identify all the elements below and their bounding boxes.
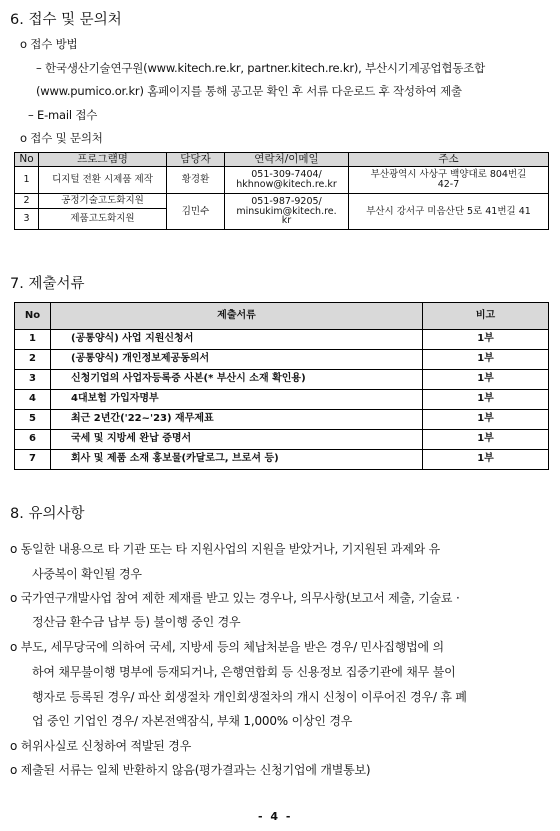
doc-note: 1부 <box>423 390 549 410</box>
shared-address: 부산시 강서구 미음산단 5로 41번길 41 <box>349 194 549 230</box>
doc-note: 1부 <box>423 370 549 390</box>
doc-note: 1부 <box>423 450 549 470</box>
notice-1-line-2: 사중복이 확인될 경우 <box>32 567 142 581</box>
notice-1-line-1: o 동일한 내용으로 타 기관 또는 타 지원사업의 지원을 받았거나, 기지원된 과제와 유 <box>10 542 441 556</box>
shared-manager: 김민수 <box>167 194 225 230</box>
notice-3-line-3: 행자로 등록된 경우/ 파산 회생절차 개인회생절차의 개시 신청이 이루어진 경우/ 휴 폐 <box>32 690 467 704</box>
doc-note: 1부 <box>423 410 549 430</box>
doc-name: 신청기업의 사업자등록증 사본(* 부산시 소재 확인용) <box>51 370 423 390</box>
doc-no: 1 <box>15 330 51 350</box>
phone: 051-987-9205/ <box>251 195 322 207</box>
table-row <box>15 330 549 350</box>
doc-no: 6 <box>15 430 51 450</box>
row-program: 디지털 전환 시제품 제작 <box>39 167 167 194</box>
phone: 051-309-7404/ <box>251 169 322 181</box>
method-title: o 접수 방법 <box>20 37 78 51</box>
col-document: 제출서류 <box>51 303 423 330</box>
email-address: hkhnow@kitech.re.kr <box>236 179 337 190</box>
documents-table <box>14 302 549 470</box>
table-row <box>15 167 549 194</box>
col-no: No <box>15 153 39 167</box>
notice-3-line-2: 하여 채무불이행 명부에 등재되거나, 은행연합회 등 신용정보 집중기관에 채무 불이 <box>32 665 456 679</box>
section-6-heading: 6. 접수 및 문의처 <box>10 12 122 28</box>
doc-name: 4대보험 가입자명부 <box>51 390 423 410</box>
page-number: - 4 - <box>258 810 293 823</box>
col-manager: 담당자 <box>167 153 225 167</box>
doc-no: 5 <box>15 410 51 430</box>
table-row <box>15 194 549 209</box>
doc-note: 1부 <box>423 330 549 350</box>
email-submission: – E-mail 접수 <box>28 108 98 122</box>
doc-no: 2 <box>15 350 51 370</box>
row-address <box>349 167 549 194</box>
section-7-heading: 7. 제출서류 <box>10 276 85 292</box>
row-contact <box>225 167 349 194</box>
doc-no: 7 <box>15 450 51 470</box>
address-line-1: 부산광역시 사상구 백양대로 804번길 <box>370 169 527 181</box>
doc-name: (공통양식) 개인정보제공동의서 <box>51 350 423 370</box>
contact-title: o 접수 및 문의처 <box>20 131 103 145</box>
email-address: minsukim@kitech.re. <box>236 205 337 217</box>
doc-no: 3 <box>15 370 51 390</box>
table-row <box>15 450 549 470</box>
doc-name: (공통양식) 사업 지원신청서 <box>51 330 423 350</box>
doc-note: 1부 <box>423 430 549 450</box>
table-row <box>15 350 549 370</box>
row-manager: 황경환 <box>167 167 225 194</box>
row-no: 3 <box>15 209 39 230</box>
col-contact: 연락처/이메일 <box>225 153 349 167</box>
section-8-heading: 8. 유의사항 <box>10 506 85 522</box>
row-no: 2 <box>15 194 39 209</box>
col-program: 프로그램명 <box>39 153 167 167</box>
doc-no: 4 <box>15 390 51 410</box>
col-address: 주소 <box>349 153 549 167</box>
doc-name: 회사 및 제품 소재 홍보물(카달로그, 브로셔 등) <box>51 450 423 470</box>
notice-2-line-2: 정산금 환수금 납부 등) 불이행 중인 경우 <box>32 615 241 629</box>
col-no: No <box>15 303 51 330</box>
doc-note: 1부 <box>423 350 549 370</box>
doc-name: 국세 및 지방세 완납 증명서 <box>51 430 423 450</box>
col-note: 비고 <box>423 303 549 330</box>
contact-table-header <box>15 153 549 167</box>
table-row <box>15 430 549 450</box>
shared-contact <box>225 194 349 230</box>
table-row <box>15 390 549 410</box>
contact-table <box>14 152 549 230</box>
table-row <box>15 410 549 430</box>
documents-table-header <box>15 303 549 330</box>
doc-name: 최근 2년간('22~'23) 재무제표 <box>51 410 423 430</box>
notice-5: o 제출된 서류는 일체 반환하지 않음(평가결과는 신청기업에 개별통보) <box>10 763 371 777</box>
notice-3-line-1: o 부도, 세무당국에 의하여 국세, 지방세 등의 체납처분을 받은 경우/ 민사집행법에 의 <box>10 640 444 654</box>
row-no: 1 <box>15 167 39 194</box>
address-line-2: 42-7 <box>437 179 460 190</box>
email-address-tail: kr <box>281 215 292 227</box>
notice-2-line-1: o 국가연구개발사업 참여 제한 제재를 받고 있는 경우나, 의무사항(보고서 제출, 기술료 · <box>10 591 460 605</box>
method-line-1: – 한국생산기술연구원(www.kitech.re.kr, partner.kitech.re.kr), 부산시기계공업협동조합 <box>36 61 486 75</box>
table-row <box>15 370 549 390</box>
row-program: 제품고도화지원 <box>39 209 167 230</box>
method-line-2: (www.pumico.or.kr) 홈페이지를 통해 공고문 확인 후 서류 다운로드 후 작성하여 제출 <box>36 84 462 98</box>
row-program: 공정기술고도화지원 <box>39 194 167 209</box>
notice-3-line-4: 업 중인 기업인 경우/ 자본전액잠식, 부채 1,000% 이상인 경우 <box>32 714 353 728</box>
notice-4: o 허위사실로 신청하여 적발된 경우 <box>10 739 192 753</box>
